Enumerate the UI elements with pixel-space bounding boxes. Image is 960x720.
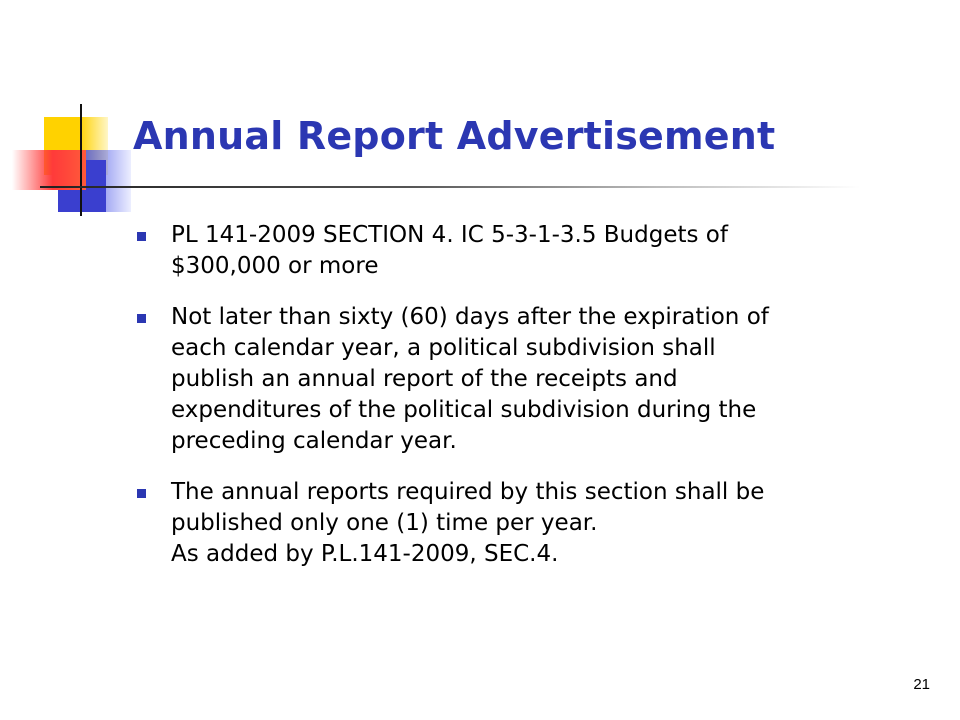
square-bullet-icon xyxy=(137,489,146,498)
bullet-text: The annual reports required by this section shall be published only one (1) time per year. As added by P.L.141-2009, SEC.4. xyxy=(171,479,765,567)
bullet-item xyxy=(133,302,913,457)
decorative-logo-graphic xyxy=(0,0,140,230)
slide-title: Annual Report Advertisement xyxy=(133,114,776,158)
square-bullet-icon xyxy=(137,232,146,241)
bullet-item xyxy=(133,220,913,282)
bullet-list xyxy=(133,220,913,590)
bullet-text: PL 141-2009 SECTION 4. IC 5-3-1-3.5 Budgets of $300,000 or more xyxy=(171,222,728,279)
page-number: 21 xyxy=(913,676,930,693)
vertical-rule xyxy=(80,104,82,216)
red-bar-shape xyxy=(12,150,86,190)
bullet-item xyxy=(133,477,913,570)
title-underline-rule xyxy=(40,186,860,188)
bullet-text: Not later than sixty (60) days after the expiration of each calendar year, a political subdivision shall publish an annual report of the receipts and expenditures of the political subdivision during the preceding calendar year. xyxy=(171,304,769,454)
square-bullet-icon xyxy=(137,314,146,323)
